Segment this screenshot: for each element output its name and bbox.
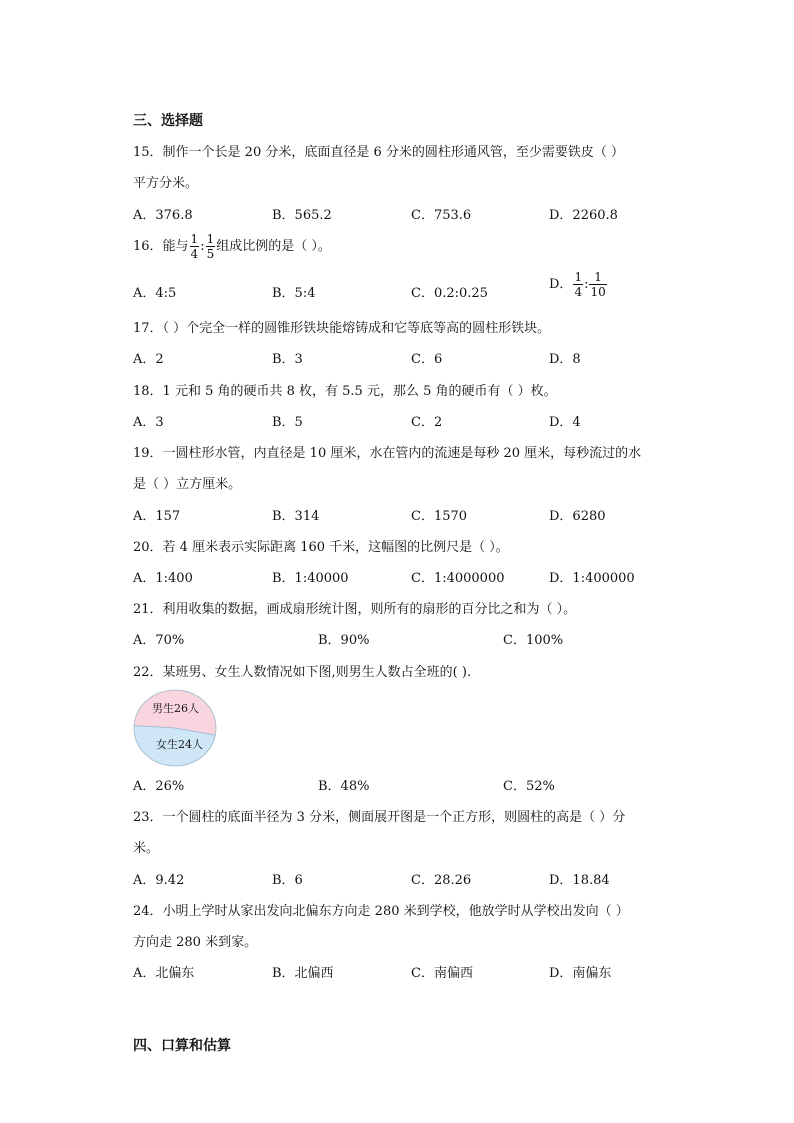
q23-option-c[interactable]: C．28.26 (411, 873, 472, 888)
question-17-text: 17．（ ）个完全一样的圆锥形铁块能熔铸成和它等底等高的圆柱形铁块。 (133, 321, 551, 336)
q16-prefix: 16．能与 (133, 239, 189, 254)
q16-d-fraction-1: $\frac{1}{4}$ (574, 270, 583, 299)
question-21-text: 21．利用收集的数据，画成扇形统计图，则所有的扇形的百分比之和为（ ）。 (133, 602, 577, 617)
q16-colon: : (200, 239, 205, 254)
question-19-text: 19．一圆柱形水管，内直径是 10 厘米，水在管内的流速是每秒 20 厘米，每秒流过的水 (133, 446, 642, 461)
section-heading-mental-math: 四、口算和估算 (133, 1038, 231, 1054)
q16-fraction-2: $\frac{1}{5}$ (206, 232, 215, 261)
question-23-text: 23．一个圆柱的底面半径为 3 分米，侧面展开图是一个正方形，则圆柱的高是（ ）分 (133, 810, 626, 825)
q16-option-b[interactable]: B．5:4 (272, 286, 316, 301)
q21-option-c[interactable]: C．100% (503, 633, 564, 648)
question-20-text: 20．若 4 厘米表示实际距离 160 千米，这幅图的比例尺是（ ）。 (133, 540, 509, 555)
q18-option-c[interactable]: C．2 (411, 415, 443, 430)
q15-option-c[interactable]: C．753.6 (411, 208, 472, 223)
q24-option-c[interactable]: C．南偏西 (411, 966, 473, 981)
q23-option-d[interactable]: D．18.84 (549, 873, 610, 888)
q19-option-b[interactable]: B．314 (272, 509, 320, 524)
q23-option-a[interactable]: A．9.42 (133, 873, 185, 888)
q21-option-a[interactable]: A．70% (133, 633, 185, 648)
section-heading-choice: 三、选择题 (133, 113, 203, 129)
q22-option-b[interactable]: B．48% (318, 779, 370, 794)
question-24-text: 24．小明上学时从家出发向北偏东方向走 280 米到学校，他放学时从学校出发向（ ） (133, 904, 629, 919)
q16-fraction-1: $\frac{1}{4}$ (190, 232, 199, 261)
q19-option-a[interactable]: A．157 (133, 509, 181, 524)
q16-option-a[interactable]: A．4:5 (133, 286, 177, 301)
question-22-text: 22．某班男、女生人数情况如下图,则男生人数占全班的( ). (133, 665, 472, 680)
q24-option-a[interactable]: A．北偏东 (133, 966, 195, 981)
question-24-text-cont: 方向走 280 米到家。 (133, 935, 258, 950)
q19-option-d[interactable]: D．6280 (549, 509, 606, 524)
q18-option-b[interactable]: B．5 (272, 415, 303, 430)
q17-option-a[interactable]: A．2 (133, 352, 164, 367)
pie-label-boys: 男生26人 (152, 702, 199, 715)
q16-option-c[interactable]: C．0.2:0.25 (411, 286, 488, 301)
q16-option-d[interactable]: D． $\frac{1}{4}$ : $\frac{1}{10}$ (549, 270, 606, 299)
q19-option-c[interactable]: C．1570 (411, 509, 468, 524)
pie-label-girls: 女生24人 (156, 738, 203, 751)
q18-option-a[interactable]: A．3 (133, 415, 164, 430)
q20-option-c[interactable]: C．1:4000000 (411, 571, 505, 586)
q23-option-b[interactable]: B．6 (272, 873, 303, 888)
q24-option-d[interactable]: D．南偏东 (549, 966, 612, 981)
question-16-text (133, 232, 331, 261)
q18-option-d[interactable]: D．4 (549, 415, 581, 430)
q16-suffix: 组成比例的是（ ）。 (216, 239, 331, 254)
q15-option-a[interactable]: A．376.8 (133, 208, 193, 223)
q15-option-b[interactable]: B．565.2 (272, 208, 332, 223)
q15-option-d[interactable]: D．2260.8 (549, 208, 618, 223)
q20-option-b[interactable]: B．1:40000 (272, 571, 349, 586)
question-19-text-cont: 是（ ）立方厘米。 (133, 477, 242, 492)
q20-option-a[interactable]: A．1:400 (133, 571, 193, 586)
gender-pie-chart (132, 688, 218, 768)
question-15-text: 15．制作一个长是 20 分米，底面直径是 6 分米的圆柱形通风管，至少需要铁皮（ ） (133, 145, 625, 160)
question-18-text: 18．1 元和 5 角的硬币共 8 枚，有 5.5 元，那么 5 角的硬币有（ ）枚。 (133, 384, 557, 399)
question-23-text-cont: 米。 (133, 841, 160, 856)
q22-option-c[interactable]: C．52% (503, 779, 555, 794)
q17-option-c[interactable]: C．6 (411, 352, 443, 367)
question-15-text-cont: 平方分米。 (133, 176, 199, 191)
q17-option-d[interactable]: D．8 (549, 352, 581, 367)
q22-option-a[interactable]: A．26% (133, 779, 185, 794)
q20-option-d[interactable]: D．1:400000 (549, 571, 635, 586)
q21-option-b[interactable]: B．90% (318, 633, 370, 648)
q16-d-fraction-2: $\frac{1}{10}$ (590, 270, 606, 299)
q24-option-b[interactable]: B．北偏西 (272, 966, 334, 981)
q17-option-b[interactable]: B．3 (272, 352, 303, 367)
